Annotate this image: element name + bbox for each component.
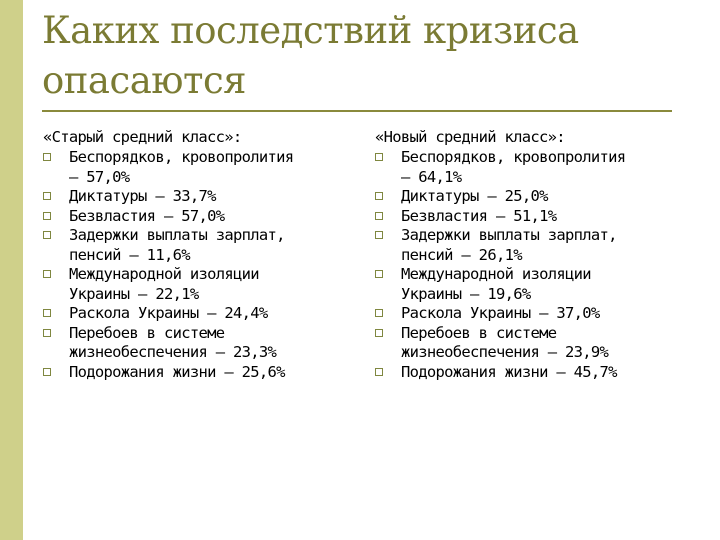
list-item-text: Раскола Украины – 24,4%: [69, 304, 268, 322]
new-middle-class-column: [375, 126, 715, 382]
new-middle-class-heading: «Новый средний класс»:: [375, 128, 565, 146]
square-bullet-icon: [43, 309, 51, 317]
list-item-text: Международной изоляции Украины – 19,6%: [401, 265, 591, 303]
square-bullet-icon: [375, 329, 383, 337]
square-bullet-icon: [43, 153, 51, 161]
title-underline: [42, 110, 672, 112]
square-bullet-icon: [43, 270, 51, 278]
list-item-text: Задержки выплаты зарплат, пенсий – 11,6%: [69, 226, 285, 264]
list-item: [43, 148, 363, 187]
square-bullet-icon: [375, 212, 383, 220]
square-bullet-icon: [43, 231, 51, 239]
list-item: [43, 363, 363, 383]
slide-title: Каких последствий кризиса опасаются: [42, 9, 579, 102]
old-middle-class-list: [43, 148, 363, 382]
list-item-text: Перебоев в системе жизнеобеспечения – 23,9%: [401, 323, 609, 361]
list-item-text: Задержки выплаты зарплат, пенсий – 26,1%: [401, 226, 617, 264]
list-item: [43, 187, 363, 207]
list-item-text: Беспорядков, кровопролития – 64,1%: [401, 148, 626, 186]
square-bullet-icon: [43, 329, 51, 337]
list-item: [375, 265, 715, 304]
list-item: [43, 226, 363, 265]
old-middle-class-column: [43, 126, 363, 382]
list-item: [375, 363, 715, 383]
list-item-text: Диктатуры – 33,7%: [69, 187, 216, 205]
list-item: [43, 265, 363, 304]
list-item: [375, 207, 715, 227]
square-bullet-icon: [43, 192, 51, 200]
new-middle-class-list: [375, 148, 715, 382]
list-item: [375, 187, 715, 207]
list-item-text: Безвластия – 57,0%: [69, 206, 225, 225]
old-middle-class-heading: «Старый средний класс»:: [43, 128, 242, 146]
list-item: [375, 324, 715, 363]
list-item-text: Беспорядков, кровопролития – 57,0%: [69, 148, 294, 186]
list-item: [43, 207, 363, 227]
square-bullet-icon: [375, 270, 383, 278]
list-item-text: Раскола Украины – 37,0%: [401, 304, 600, 322]
square-bullet-icon: [375, 231, 383, 239]
list-item: [375, 226, 715, 265]
list-item: [375, 304, 715, 324]
square-bullet-icon: [43, 212, 51, 220]
square-bullet-icon: [43, 368, 51, 376]
list-item-text: Подорожания жизни – 25,6%: [69, 362, 285, 381]
list-item-text: Международной изоляции Украины – 22,1%: [69, 265, 259, 303]
square-bullet-icon: [375, 368, 383, 376]
list-item-text: Подорожания жизни – 45,7%: [401, 362, 617, 381]
square-bullet-icon: [375, 309, 383, 317]
list-item: [43, 324, 363, 363]
square-bullet-icon: [375, 153, 383, 161]
list-item: [43, 304, 363, 324]
list-item: [375, 148, 715, 187]
list-item-text: Диктатуры – 25,0%: [401, 187, 548, 205]
left-accent-bar: [0, 0, 23, 540]
list-item-text: Безвластия – 51,1%: [401, 206, 557, 225]
square-bullet-icon: [375, 192, 383, 200]
list-item-text: Перебоев в системе жизнеобеспечения – 23,3%: [69, 323, 277, 361]
